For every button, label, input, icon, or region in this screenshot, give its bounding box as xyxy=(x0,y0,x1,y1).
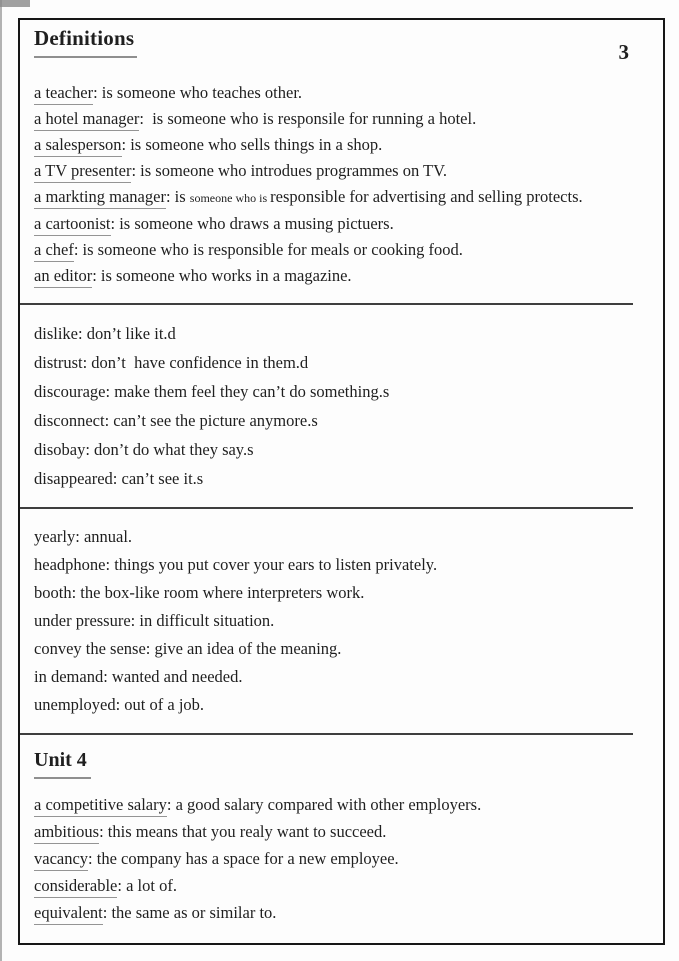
definition-text: : is someone who is responsible for meals or cooking food. xyxy=(73,240,463,259)
definition-text: : a lot of. xyxy=(117,876,177,895)
definition-text: : annual. xyxy=(75,527,133,546)
term: distrust xyxy=(34,353,83,372)
definition-line xyxy=(34,872,647,899)
term: a teacher xyxy=(34,83,93,105)
definition-line xyxy=(34,818,647,845)
definition-line xyxy=(34,184,647,211)
page-title: Definitions xyxy=(34,26,137,58)
definition-text: : wanted and needed. xyxy=(103,667,243,686)
term: disobay xyxy=(34,440,86,459)
document-page xyxy=(18,18,665,945)
definition-line xyxy=(34,237,647,263)
definition-text: : is someone who works in a magazine. xyxy=(92,266,352,285)
definition-line xyxy=(34,406,647,435)
definition-text: : don’t do what they say.s xyxy=(85,440,254,459)
term: a competitive salary xyxy=(34,795,167,817)
term: ambitious xyxy=(34,822,99,844)
unit-heading: Unit 4 xyxy=(34,749,91,779)
section-divider xyxy=(20,303,633,305)
definition-line xyxy=(34,663,647,691)
section-divider xyxy=(20,733,633,735)
term: equivalent xyxy=(34,903,103,925)
definition-text: : don’t like it.d xyxy=(78,324,176,343)
definition-text: : is someone who is responsile for running a hotel. xyxy=(139,109,477,128)
definition-line xyxy=(34,635,647,663)
definition-line xyxy=(34,132,647,158)
definition-text: : the box-like room where interpreters work. xyxy=(71,583,365,602)
definition-text: : make them feel they can’t do something.s xyxy=(105,382,390,401)
definition-text: : give an idea of the meaning. xyxy=(145,639,342,658)
definition-text: : is someone who sells things in a shop. xyxy=(121,135,383,154)
scan-artifact-corner xyxy=(0,0,30,7)
definition-text-small: someone who is xyxy=(189,191,271,205)
definitions-section-dis-words xyxy=(34,319,647,493)
definition-line xyxy=(34,211,647,237)
term: a cartoonist xyxy=(34,214,111,236)
term: a salesperson xyxy=(34,135,122,157)
unit-4-section xyxy=(34,749,647,926)
scan-artifact-left-edge xyxy=(0,0,2,961)
definition-line xyxy=(34,348,647,377)
definition-line xyxy=(34,435,647,464)
definition-line xyxy=(34,158,647,184)
definition-line xyxy=(34,551,647,579)
term: headphone xyxy=(34,555,106,574)
definition-text: : a good salary compared with other employers. xyxy=(166,795,482,814)
definition-text: : things you put cover your ears to listen privately. xyxy=(105,555,438,574)
definition-line xyxy=(34,607,647,635)
term: yearly xyxy=(34,527,76,546)
definition-text: : is xyxy=(165,187,190,206)
definition-line xyxy=(34,691,647,719)
definition-text: : is someone who introdues programmes on TV. xyxy=(131,161,448,180)
term: under pressure xyxy=(34,611,131,630)
definition-line xyxy=(34,319,647,348)
definition-line xyxy=(34,377,647,406)
definition-text: : this means that you realy want to succeed. xyxy=(99,822,387,841)
definitions-section-vocabulary xyxy=(34,523,647,719)
definitions-section-jobs xyxy=(34,80,647,289)
definition-text: : the company has a space for a new employee. xyxy=(88,849,399,868)
definition-text: : can’t see it.s xyxy=(112,469,204,488)
term: discourage xyxy=(34,382,106,401)
term: unemployed xyxy=(34,695,116,714)
definition-text: : the same as or similar to. xyxy=(102,903,277,922)
definition-line xyxy=(34,464,647,493)
definition-text: responsible for advertising and selling protects. xyxy=(270,187,583,206)
definition-text: : can’t see the picture anymore.s xyxy=(104,411,318,430)
definition-line xyxy=(34,80,647,106)
term: dislike xyxy=(34,324,78,343)
term: a hotel manager xyxy=(34,109,139,131)
definition-line xyxy=(34,845,647,872)
term: an editor xyxy=(34,266,92,288)
definition-text: : is someone who teaches other. xyxy=(93,83,303,102)
definition-line xyxy=(34,791,647,818)
term: a chef xyxy=(34,240,74,262)
term: disappeared xyxy=(34,469,113,488)
unit-heading-row xyxy=(34,749,647,791)
definition-text: : in difficult situation. xyxy=(130,611,275,630)
term: convey the sense xyxy=(34,639,146,658)
term: vacancy xyxy=(34,849,88,871)
term: a markting manager xyxy=(34,187,166,209)
page-number: 3 xyxy=(618,40,629,64)
definition-text: : don’t have confidence in them.d xyxy=(82,353,309,372)
definition-line xyxy=(34,899,647,926)
section-divider xyxy=(20,507,633,509)
definition-line xyxy=(34,579,647,607)
definition-text: : out of a job. xyxy=(115,695,205,714)
definition-text: : is someone who draws a musing pictuers. xyxy=(110,214,394,233)
term: considerable xyxy=(34,876,117,898)
term: booth xyxy=(34,583,72,602)
term: in demand xyxy=(34,667,104,686)
term: disconnect xyxy=(34,411,105,430)
term: a TV presenter xyxy=(34,161,131,183)
definition-line xyxy=(34,106,647,132)
definition-line xyxy=(34,263,647,289)
definition-line xyxy=(34,523,647,551)
page-header xyxy=(34,26,647,64)
